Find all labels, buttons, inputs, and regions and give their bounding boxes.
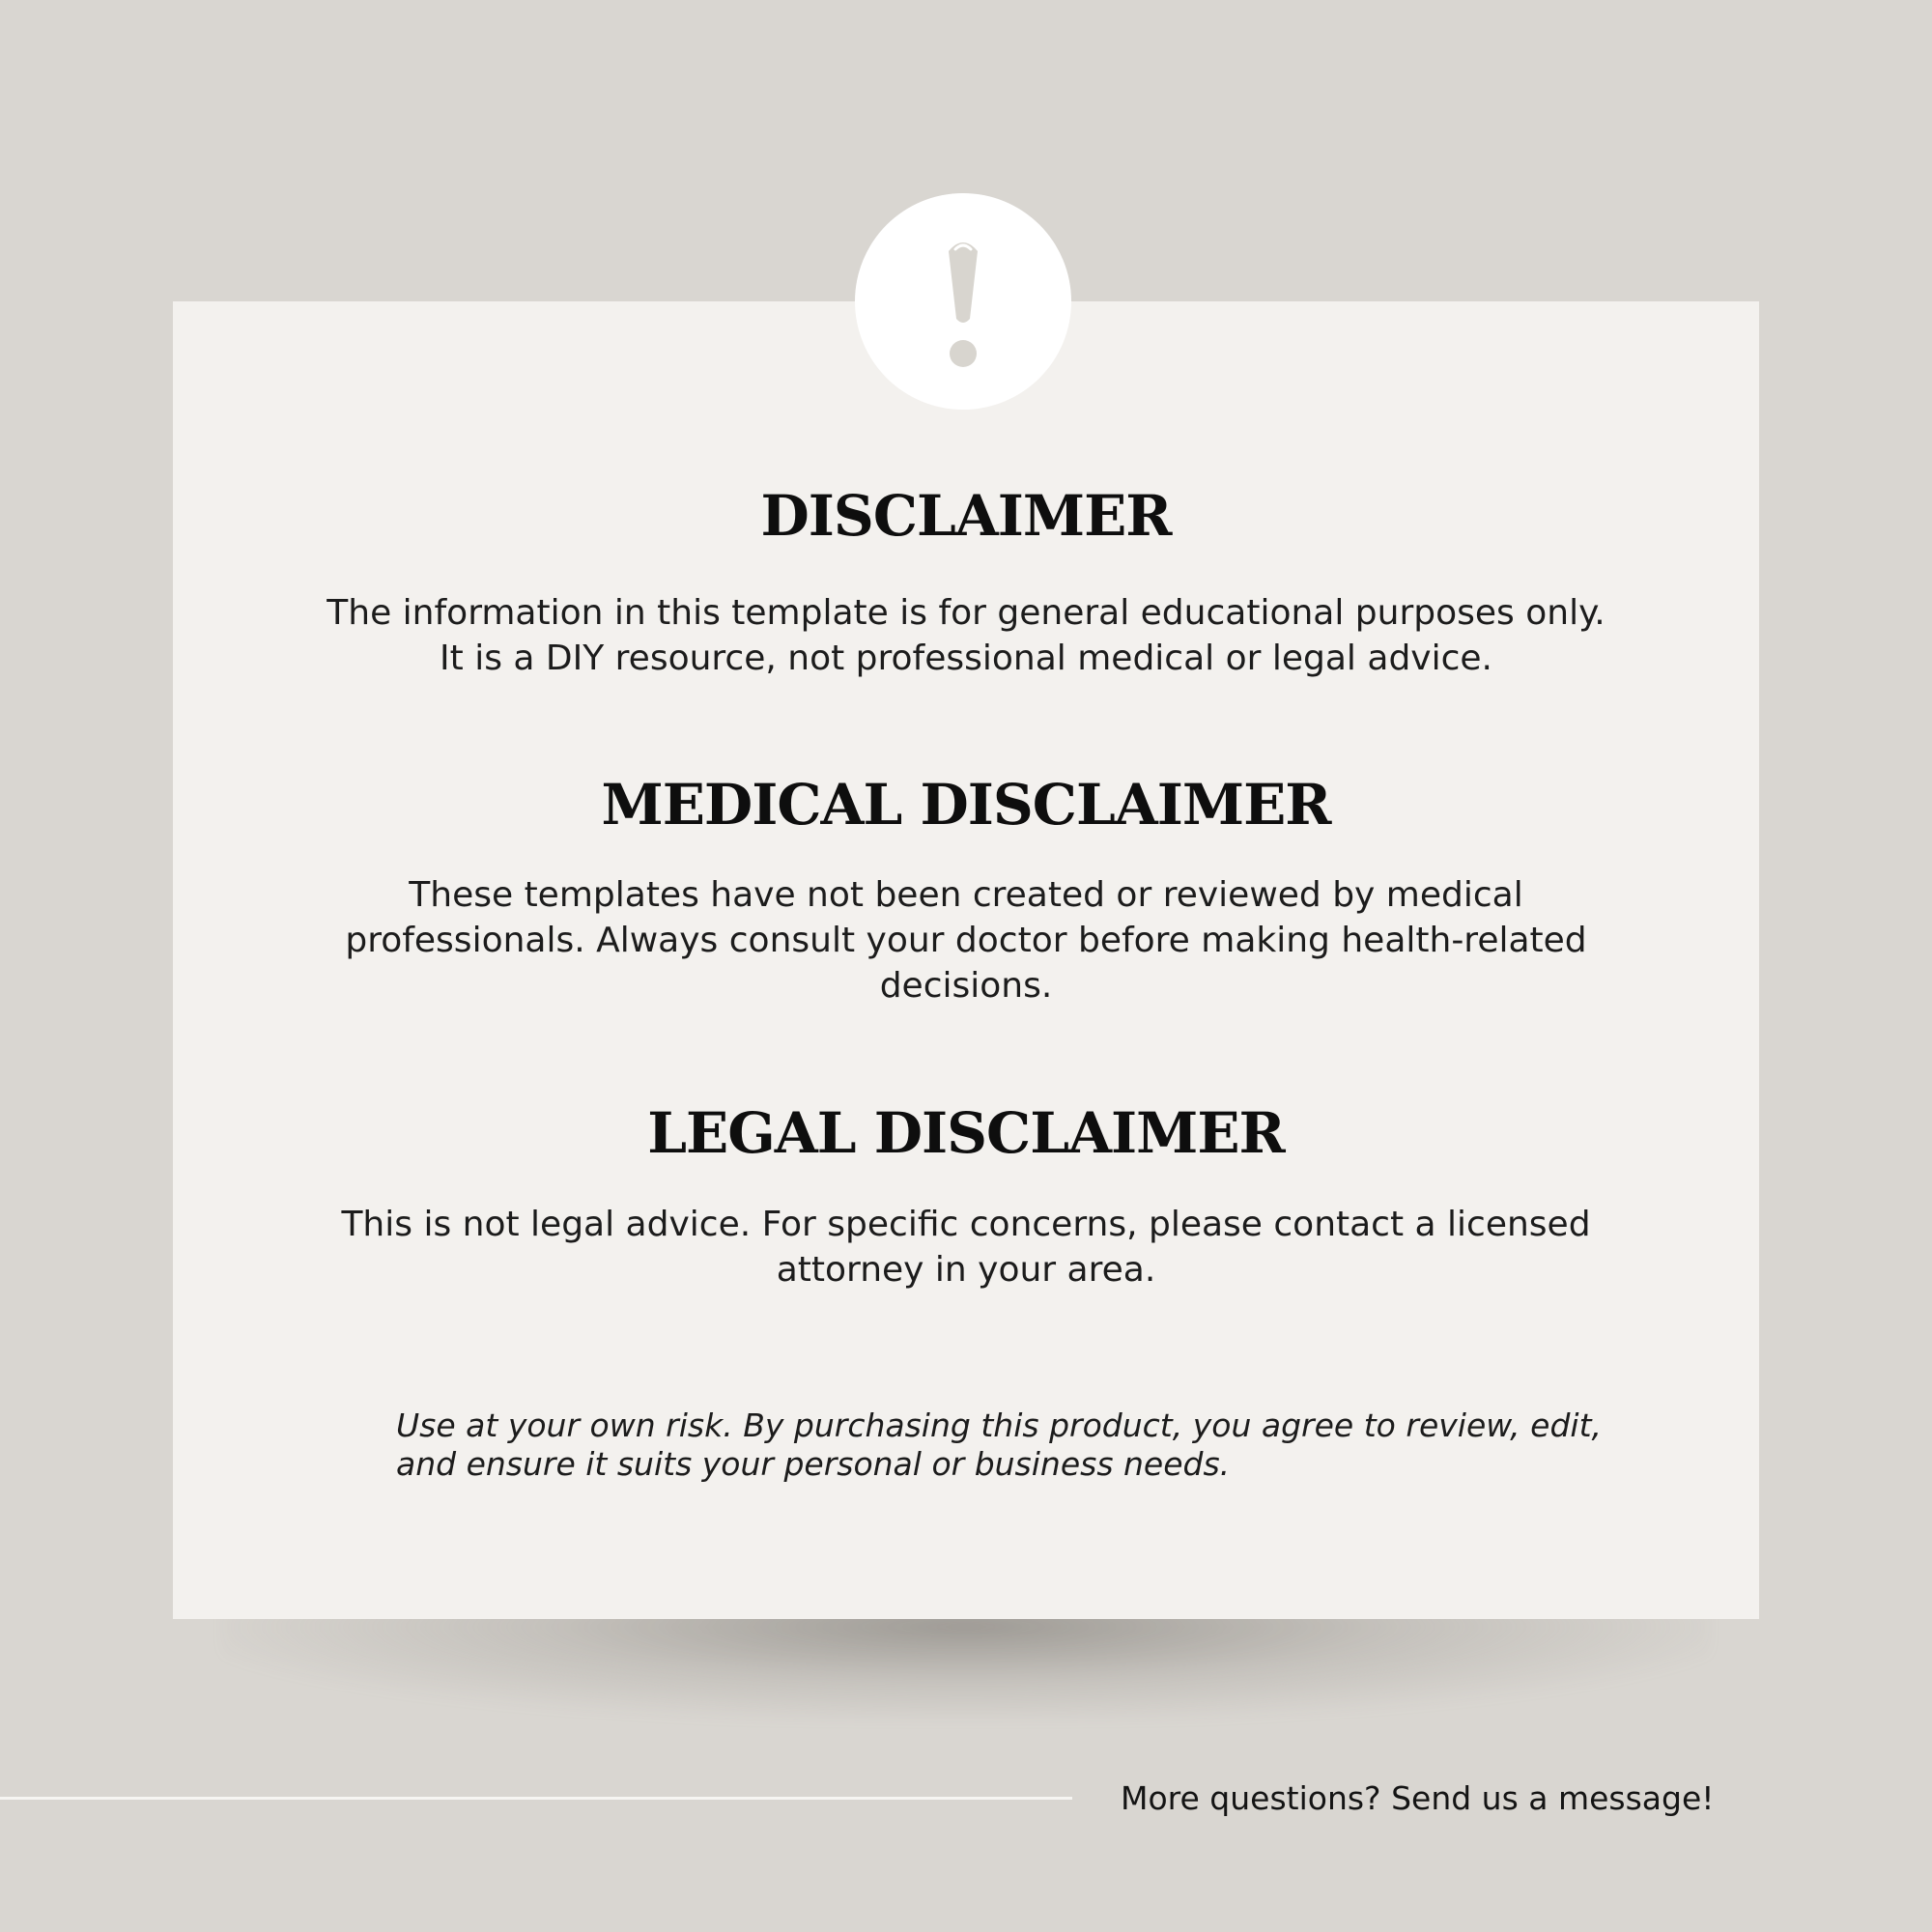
disclaimer-text-line-2: It is a DIY resource, not professional medical or legal advice. (440, 639, 1492, 678)
legal-disclaimer-text (203, 1202, 1729, 1293)
disclaimer-text (203, 590, 1729, 681)
medical-text-line-2: professionals. Always consult your doctor before making health-related (345, 921, 1587, 960)
risk-note (396, 1406, 1602, 1484)
legal-text-line-2: attorney in your area. (776, 1250, 1156, 1290)
medical-disclaimer-text (203, 872, 1729, 1009)
medical-text-line-3: decisions. (879, 966, 1053, 1006)
card-shadow (222, 1604, 1710, 1719)
medical-text-line-1: These templates have not been created or reviewed by medical (409, 875, 1523, 915)
risk-note-line-1: Use at your own risk. By purchasing this product, you agree to (396, 1406, 1396, 1444)
disclaimer-heading: DISCLAIMER (760, 483, 1172, 549)
medical-disclaimer-heading: MEDICAL DISCLAIMER (601, 772, 1331, 838)
alert-badge (855, 193, 1071, 410)
disclaimer-text-line-1: The information in this template is for general educational purposes only. (327, 593, 1605, 633)
contact-prompt: More questions? Send us a message! (1121, 1779, 1715, 1817)
legal-disclaimer-heading: LEGAL DISCLAIMER (647, 1100, 1285, 1166)
exclamation-icon (855, 193, 1071, 410)
footer-divider (0, 1797, 1072, 1800)
risk-note-line-2: review, edit, and ensure it suits your personal or business needs. (396, 1406, 1602, 1483)
legal-text-line-1: This is not legal advice. For specific concerns, please contact a licensed (341, 1205, 1591, 1244)
